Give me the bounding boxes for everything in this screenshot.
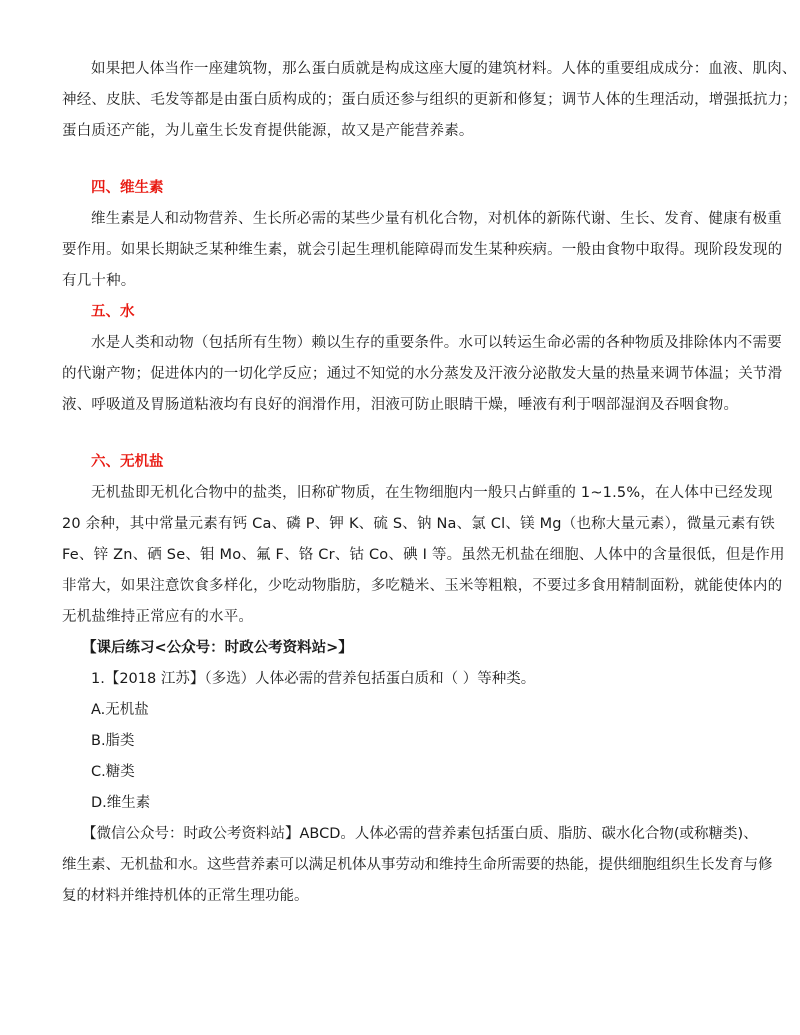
water-paragraph: [62, 328, 783, 421]
text-line: 非常大，如果注意饮食多样化，少吃动物脂肪，多吃糙米、玉米等粗粮，不要过多食用精制面粉，就能使体内的: [62, 578, 783, 594]
text-line: 【微信公众号：时政公考资料站】ABCD。人体必需的营养素包括蛋白质、脂肪、碳水化合物(或称糖类)、: [82, 826, 758, 842]
vitamins-paragraph: [62, 204, 783, 297]
option-a: A.无机盐: [91, 702, 149, 718]
document-page: [62, 54, 797, 912]
option-b: B.脂类: [91, 733, 135, 749]
text-line: 神经、皮肤、毛发等都是由蛋白质构成的；蛋白质还参与组织的更新和修复；调节人体的生理活动，增强抵抗力；: [62, 92, 797, 108]
exercise-question: 1.【2018 江苏】（多选）人体必需的营养包括蛋白质和（ ）等种类。: [91, 671, 536, 687]
text-line: 维生素是人和动物营养、生长所必需的某些少量有机化合物，对机体的新陈代谢、生长、发育、健康有极重: [91, 211, 782, 227]
text-line: 的代谢产物；促进体内的一切化学反应；通过不知觉的水分蒸发及汗液分泌散发大量的热量来调节体温；关节滑: [62, 366, 783, 382]
text-line: 蛋白质还产能，为儿童生长发育提供能源，故又是产能营养素。: [62, 123, 474, 139]
section-heading-vitamins: 四、维生素: [91, 180, 164, 196]
text-line: 如果把人体当作一座建筑物，那么蛋白质就是构成这座大厦的建筑材料。人体的重要组成成分：血液、肌肉、: [91, 61, 797, 77]
answer-paragraph: [62, 819, 773, 912]
text-line: 水是人类和动物（包括所有生物）赖以生存的重要条件。水可以转运生命必需的各种物质及排除体内不需要: [91, 335, 782, 351]
option-d: D.维生素: [91, 795, 151, 811]
text-line: 无机盐即无机化合物中的盐类，旧称矿物质，在生物细胞内一般只占鲜重的 1~1.5%，在人体中已经发现: [91, 485, 773, 501]
section-heading-water: 五、水: [91, 304, 135, 320]
text-line: 20 余种，其中常量元素有钙 Ca、磷 P、钾 K、硫 S、钠 Na、氯 Cl、镁 Mg（也称大量元素），微量元素有铁: [62, 516, 775, 532]
text-line: 要作用。如果长期缺乏某种维生素，就会引起生理机能障碍而发生某种疾病。一般由食物中取得。现阶段发现的: [62, 242, 783, 258]
exercise-title: 【课后练习<公众号：时政公考资料站>】: [82, 640, 353, 656]
section-heading-minerals: 六、无机盐: [91, 454, 164, 470]
option-c: C.糖类: [91, 764, 135, 780]
text-line: 维生素、无机盐和水。这些营养素可以满足机体从事劳动和维持生命所需要的热能，提供细胞组织生长发育与修: [62, 857, 773, 873]
text-line: 液、呼吸道及胃肠道粘液均有良好的润滑作用，泪液可防止眼睛干燥，唾液有利于咽部湿润及吞咽食物。: [62, 397, 739, 413]
protein-paragraph: [62, 54, 797, 147]
text-line: 有几十种。: [62, 273, 136, 289]
minerals-paragraph: [62, 478, 785, 633]
text-line: 无机盐维持正常应有的水平。: [62, 609, 254, 625]
text-line: 复的材料并维持机体的正常生理功能。: [62, 888, 309, 904]
text-line: Fe、锌 Zn、硒 Se、钼 Mo、氟 F、铬 Cr、钴 Co、碘 I 等。虽然无机盐在细胞、人体中的含量很低，但是作用: [62, 547, 785, 563]
